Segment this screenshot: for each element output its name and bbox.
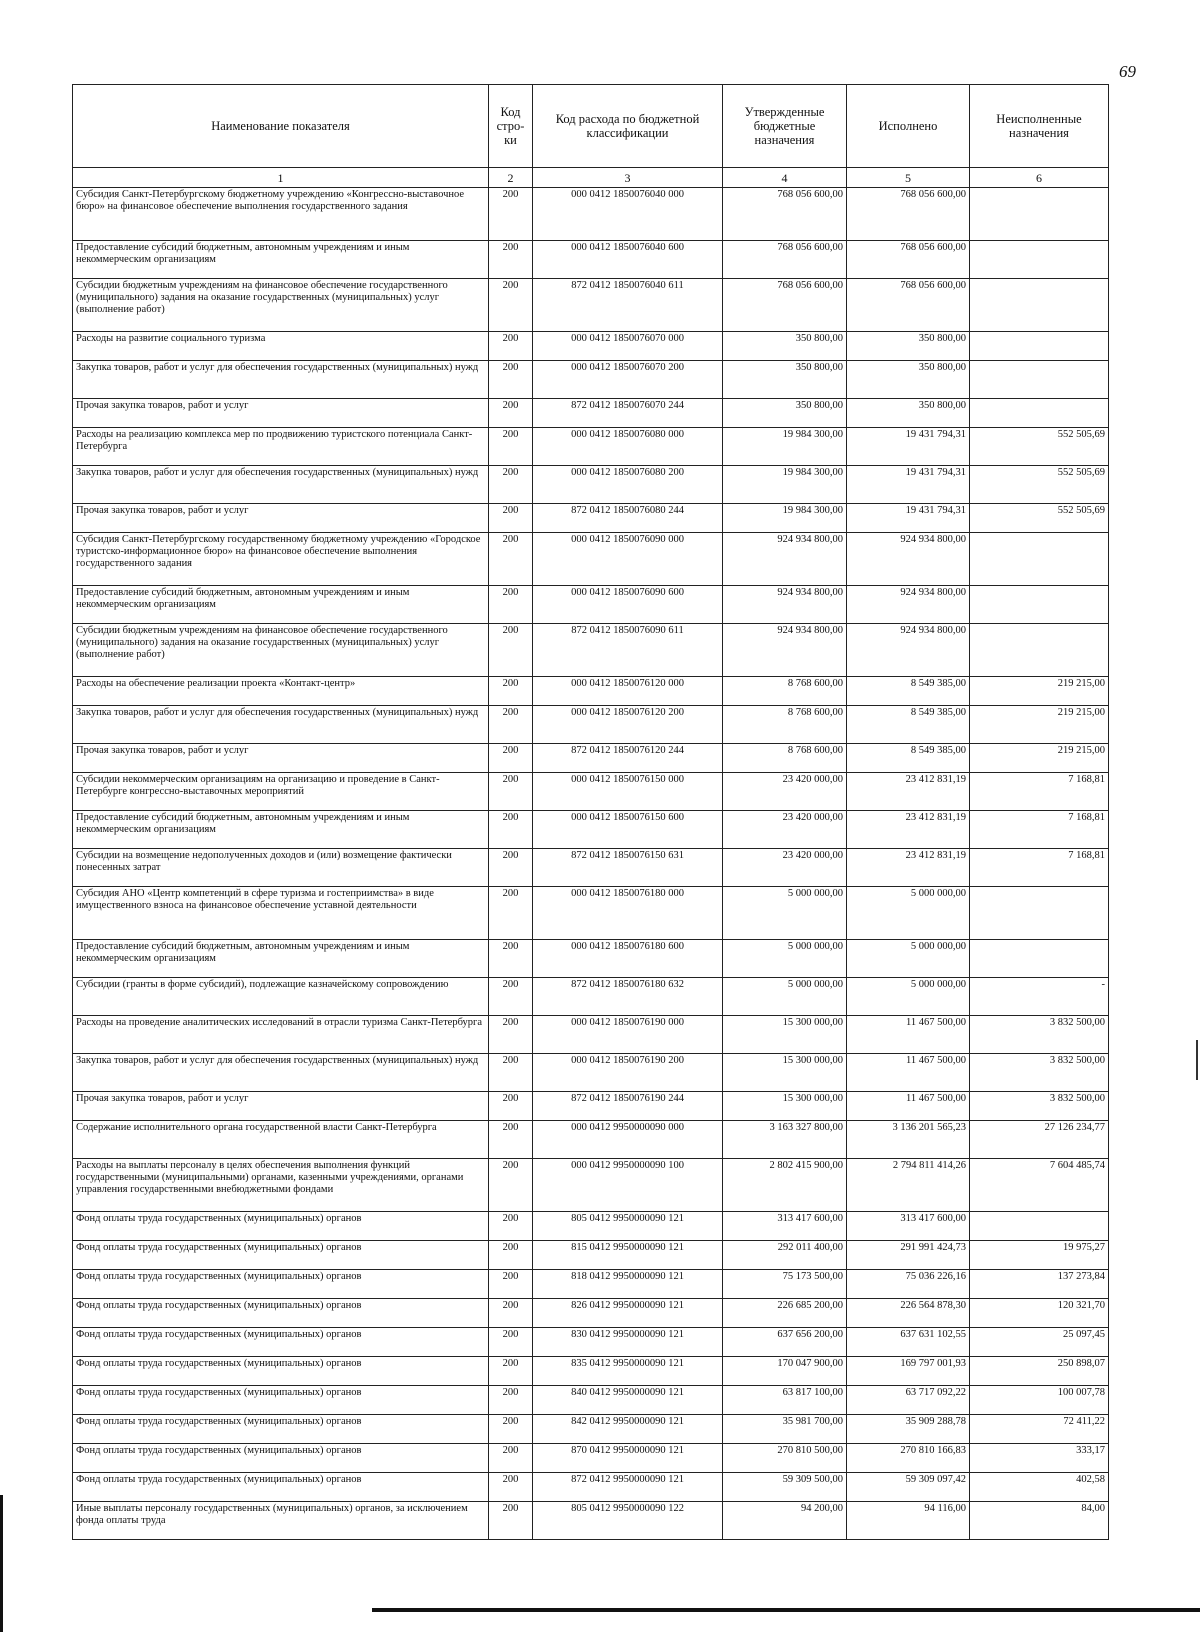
row-unexecuted <box>970 533 1109 586</box>
row-name: Фонд оплаты труда государственных (муниципальных) органов <box>73 1386 489 1415</box>
row-classification-code: 000 0412 1850076080 000 <box>533 428 723 466</box>
row-name: Субсидия АНО «Центр компетенций в сфере туризма и гостеприимства» в виде имущественного взноса на финансовое обеспечение уставной деятельности <box>73 887 489 940</box>
table-row <box>73 188 1109 241</box>
row-approved: 15 300 000,00 <box>723 1092 847 1121</box>
row-executed: 3 136 201 565,23 <box>847 1121 970 1159</box>
row-unexecuted: 402,58 <box>970 1473 1109 1502</box>
row-approved: 8 768 600,00 <box>723 744 847 773</box>
row-approved: 23 420 000,00 <box>723 773 847 811</box>
row-unexecuted: 84,00 <box>970 1502 1109 1540</box>
table-row <box>73 1212 1109 1241</box>
row-approved: 75 173 500,00 <box>723 1270 847 1299</box>
row-approved: 5 000 000,00 <box>723 887 847 940</box>
row-executed: 11 467 500,00 <box>847 1016 970 1054</box>
row-executed: 23 412 831,19 <box>847 849 970 887</box>
row-classification-code: 815 0412 9950000090 121 <box>533 1241 723 1270</box>
row-name: Фонд оплаты труда государственных (муниципальных) органов <box>73 1212 489 1241</box>
row-approved: 768 056 600,00 <box>723 279 847 332</box>
row-classification-code: 872 0412 1850076080 244 <box>533 504 723 533</box>
row-executed: 11 467 500,00 <box>847 1092 970 1121</box>
row-line-code: 200 <box>489 1328 533 1357</box>
row-approved: 19 984 300,00 <box>723 504 847 533</box>
row-executed: 8 549 385,00 <box>847 677 970 706</box>
row-executed: 924 934 800,00 <box>847 624 970 677</box>
table-row <box>73 1092 1109 1121</box>
table-row <box>73 1415 1109 1444</box>
row-line-code: 200 <box>489 1159 533 1212</box>
row-classification-code: 000 0412 1850076150 000 <box>533 773 723 811</box>
row-unexecuted <box>970 1212 1109 1241</box>
row-classification-code: 835 0412 9950000090 121 <box>533 1357 723 1386</box>
row-unexecuted: 25 097,45 <box>970 1328 1109 1357</box>
row-executed: 23 412 831,19 <box>847 773 970 811</box>
row-name: Фонд оплаты труда государственных (муниципальных) органов <box>73 1357 489 1386</box>
column-number: 6 <box>970 168 1109 188</box>
row-unexecuted <box>970 887 1109 940</box>
table-row <box>73 811 1109 849</box>
table-row <box>73 1054 1109 1092</box>
row-line-code: 200 <box>489 586 533 624</box>
row-approved: 15 300 000,00 <box>723 1054 847 1092</box>
scan-bottom-line <box>372 1608 1200 1612</box>
row-executed: 350 800,00 <box>847 332 970 361</box>
row-line-code: 200 <box>489 428 533 466</box>
table-row <box>73 361 1109 399</box>
table-row <box>73 940 1109 978</box>
row-classification-code: 000 0412 1850076190 200 <box>533 1054 723 1092</box>
row-approved: 59 309 500,00 <box>723 1473 847 1502</box>
table-row <box>73 1357 1109 1386</box>
row-executed: 270 810 166,83 <box>847 1444 970 1473</box>
column-number: 5 <box>847 168 970 188</box>
row-line-code: 200 <box>489 978 533 1016</box>
row-approved: 350 800,00 <box>723 399 847 428</box>
header-approved: Утвержденные бюджетные назначения <box>723 85 847 168</box>
row-unexecuted: 333,17 <box>970 1444 1109 1473</box>
table-row <box>73 1159 1109 1212</box>
row-name: Закупка товаров, работ и услуг для обеспечения государственных (муниципальных) нужд <box>73 466 489 504</box>
row-executed: 350 800,00 <box>847 399 970 428</box>
row-approved: 94 200,00 <box>723 1502 847 1540</box>
table-row <box>73 887 1109 940</box>
row-line-code: 200 <box>489 1357 533 1386</box>
row-line-code: 200 <box>489 677 533 706</box>
row-executed: 19 431 794,31 <box>847 466 970 504</box>
row-name: Фонд оплаты труда государственных (муниципальных) органов <box>73 1444 489 1473</box>
row-approved: 768 056 600,00 <box>723 241 847 279</box>
row-line-code: 200 <box>489 1121 533 1159</box>
row-name: Расходы на выплаты персоналу в целях обеспечения выполнения функций государственными (муниципальными) органами, казенными учреждениями, органами управления государственными внебюджетными фондами <box>73 1159 489 1212</box>
row-executed: 169 797 001,93 <box>847 1357 970 1386</box>
row-name: Субсидии бюджетным учреждениям на финансовое обеспечение государственного (муниципального) задания на оказание государственных (муниципальных) услуг (выполнение работ) <box>73 624 489 677</box>
table-row <box>73 1270 1109 1299</box>
table-row <box>73 279 1109 332</box>
table-row <box>73 466 1109 504</box>
row-unexecuted <box>970 241 1109 279</box>
table-body <box>73 188 1109 1540</box>
row-name: Субсидии (гранты в форме субсидий), подлежащие казначейскому сопровождению <box>73 978 489 1016</box>
row-line-code: 200 <box>489 887 533 940</box>
row-name: Прочая закупка товаров, работ и услуг <box>73 744 489 773</box>
row-unexecuted: 137 273,84 <box>970 1270 1109 1299</box>
row-unexecuted: 552 505,69 <box>970 428 1109 466</box>
row-executed: 637 631 102,55 <box>847 1328 970 1357</box>
row-classification-code: 872 0412 1850076090 611 <box>533 624 723 677</box>
row-name: Закупка товаров, работ и услуг для обеспечения государственных (муниципальных) нужд <box>73 361 489 399</box>
row-name: Прочая закупка товаров, работ и услуг <box>73 399 489 428</box>
table-row <box>73 1299 1109 1328</box>
table-row <box>73 428 1109 466</box>
row-line-code: 200 <box>489 361 533 399</box>
row-unexecuted <box>970 279 1109 332</box>
row-unexecuted <box>970 361 1109 399</box>
row-unexecuted <box>970 940 1109 978</box>
header-executed: Исполнено <box>847 85 970 168</box>
row-approved: 292 011 400,00 <box>723 1241 847 1270</box>
table-row <box>73 1016 1109 1054</box>
row-line-code: 200 <box>489 1054 533 1092</box>
row-line-code: 200 <box>489 1415 533 1444</box>
row-line-code: 200 <box>489 1299 533 1328</box>
row-line-code: 200 <box>489 1241 533 1270</box>
row-approved: 350 800,00 <box>723 332 847 361</box>
row-name: Фонд оплаты труда государственных (муниципальных) органов <box>73 1473 489 1502</box>
row-classification-code: 000 0412 1850076090 600 <box>533 586 723 624</box>
row-line-code: 200 <box>489 1386 533 1415</box>
row-executed: 2 794 811 414,26 <box>847 1159 970 1212</box>
row-approved: 313 417 600,00 <box>723 1212 847 1241</box>
column-number-row <box>73 168 1109 188</box>
row-name: Расходы на обеспечение реализации проекта «Контакт-центр» <box>73 677 489 706</box>
row-classification-code: 000 0412 9950000090 000 <box>533 1121 723 1159</box>
row-unexecuted: 3 832 500,00 <box>970 1054 1109 1092</box>
row-classification-code: 872 0412 1850076150 631 <box>533 849 723 887</box>
table-row <box>73 744 1109 773</box>
row-classification-code: 000 0412 1850076070 200 <box>533 361 723 399</box>
row-name: Фонд оплаты труда государственных (муниципальных) органов <box>73 1328 489 1357</box>
row-executed: 19 431 794,31 <box>847 504 970 533</box>
row-name: Расходы на реализацию комплекса мер по продвижению туристского потенциала Санкт-Петербурга <box>73 428 489 466</box>
row-name: Иные выплаты персоналу государственных (муниципальных) органов, за исключением фонда оплаты труда <box>73 1502 489 1540</box>
row-line-code: 200 <box>489 279 533 332</box>
table-row <box>73 706 1109 744</box>
table-row <box>73 1444 1109 1473</box>
column-number: 4 <box>723 168 847 188</box>
row-line-code: 200 <box>489 241 533 279</box>
row-classification-code: 818 0412 9950000090 121 <box>533 1270 723 1299</box>
table-row <box>73 1386 1109 1415</box>
row-name: Фонд оплаты труда государственных (муниципальных) органов <box>73 1415 489 1444</box>
header-name: Наименование показателя <box>73 85 489 168</box>
page-number: 69 <box>1119 62 1136 81</box>
row-classification-code: 000 0412 9950000090 100 <box>533 1159 723 1212</box>
row-unexecuted: 219 215,00 <box>970 677 1109 706</box>
row-approved: 15 300 000,00 <box>723 1016 847 1054</box>
column-number: 1 <box>73 168 489 188</box>
row-line-code: 200 <box>489 466 533 504</box>
header-unexecuted: Неисполненные назначения <box>970 85 1109 168</box>
row-name: Субсидия Санкт-Петербургскому государственному бюджетному учреждению «Городское туристско-информационное бюро» на финансовое обеспечение выполнения государственного задания <box>73 533 489 586</box>
row-approved: 19 984 300,00 <box>723 466 847 504</box>
row-unexecuted: 7 168,81 <box>970 849 1109 887</box>
row-line-code: 200 <box>489 744 533 773</box>
row-approved: 5 000 000,00 <box>723 940 847 978</box>
row-unexecuted: 7 168,81 <box>970 773 1109 811</box>
row-classification-code: 872 0412 1850076040 611 <box>533 279 723 332</box>
row-name: Субсидии на возмещение недополученных доходов и (или) возмещение фактически понесенных затрат <box>73 849 489 887</box>
row-executed: 768 056 600,00 <box>847 241 970 279</box>
row-approved: 170 047 900,00 <box>723 1357 847 1386</box>
row-approved: 2 802 415 900,00 <box>723 1159 847 1212</box>
row-approved: 924 934 800,00 <box>723 533 847 586</box>
row-line-code: 200 <box>489 1016 533 1054</box>
row-approved: 226 685 200,00 <box>723 1299 847 1328</box>
row-executed: 768 056 600,00 <box>847 188 970 241</box>
table-row <box>73 332 1109 361</box>
row-classification-code: 000 0412 1850076120 200 <box>533 706 723 744</box>
row-classification-code: 870 0412 9950000090 121 <box>533 1444 723 1473</box>
row-name: Прочая закупка товаров, работ и услуг <box>73 1092 489 1121</box>
row-approved: 350 800,00 <box>723 361 847 399</box>
row-classification-code: 830 0412 9950000090 121 <box>533 1328 723 1357</box>
column-number: 3 <box>533 168 723 188</box>
row-executed: 5 000 000,00 <box>847 978 970 1016</box>
row-name: Предоставление субсидий бюджетным, автономным учреждениям и иным некоммерческим организациям <box>73 586 489 624</box>
row-line-code: 200 <box>489 773 533 811</box>
row-classification-code: 000 0412 1850076090 000 <box>533 533 723 586</box>
row-name: Предоставление субсидий бюджетным, автономным учреждениям и иным некоммерческим организациям <box>73 241 489 279</box>
row-approved: 23 420 000,00 <box>723 811 847 849</box>
row-unexecuted <box>970 624 1109 677</box>
row-unexecuted <box>970 332 1109 361</box>
row-name: Субсидии некоммерческим организациям на организацию и проведение в Санкт-Петербурге конгрессно-выставочных мероприятий <box>73 773 489 811</box>
scan-edge-mark <box>0 1495 3 1632</box>
table-row <box>73 849 1109 887</box>
row-executed: 35 909 288,78 <box>847 1415 970 1444</box>
row-executed: 768 056 600,00 <box>847 279 970 332</box>
row-unexecuted: 219 215,00 <box>970 744 1109 773</box>
row-name: Закупка товаров, работ и услуг для обеспечения государственных (муниципальных) нужд <box>73 706 489 744</box>
budget-execution-table <box>72 84 1109 1540</box>
row-unexecuted: 3 832 500,00 <box>970 1092 1109 1121</box>
row-classification-code: 000 0412 1850076180 600 <box>533 940 723 978</box>
row-line-code: 200 <box>489 1502 533 1540</box>
row-classification-code: 805 0412 9950000090 122 <box>533 1502 723 1540</box>
row-executed: 19 431 794,31 <box>847 428 970 466</box>
row-unexecuted: 3 832 500,00 <box>970 1016 1109 1054</box>
row-executed: 59 309 097,42 <box>847 1473 970 1502</box>
row-executed: 5 000 000,00 <box>847 887 970 940</box>
row-executed: 313 417 600,00 <box>847 1212 970 1241</box>
row-approved: 5 000 000,00 <box>723 978 847 1016</box>
row-line-code: 200 <box>489 849 533 887</box>
row-classification-code: 872 0412 1850076180 632 <box>533 978 723 1016</box>
row-approved: 8 768 600,00 <box>723 677 847 706</box>
row-approved: 768 056 600,00 <box>723 188 847 241</box>
row-approved: 924 934 800,00 <box>723 586 847 624</box>
row-classification-code: 805 0412 9950000090 121 <box>533 1212 723 1241</box>
row-unexecuted: 120 321,70 <box>970 1299 1109 1328</box>
row-line-code: 200 <box>489 1270 533 1299</box>
row-classification-code: 000 0412 1850076180 000 <box>533 887 723 940</box>
row-name: Субсидии бюджетным учреждениям на финансовое обеспечение государственного (муниципального) задания на оказание государственных (муниципальных) услуг (выполнение работ) <box>73 279 489 332</box>
header-classification-code: Код расхода по бюджетной классификации <box>533 85 723 168</box>
table-row <box>73 533 1109 586</box>
row-unexecuted: 7 604 485,74 <box>970 1159 1109 1212</box>
table-row <box>73 677 1109 706</box>
row-approved: 23 420 000,00 <box>723 849 847 887</box>
row-approved: 637 656 200,00 <box>723 1328 847 1357</box>
row-unexecuted <box>970 586 1109 624</box>
row-classification-code: 872 0412 1850076120 244 <box>533 744 723 773</box>
row-approved: 3 163 327 800,00 <box>723 1121 847 1159</box>
row-unexecuted: 27 126 234,77 <box>970 1121 1109 1159</box>
table-row <box>73 504 1109 533</box>
header-row <box>73 85 1109 168</box>
row-line-code: 200 <box>489 1444 533 1473</box>
row-approved: 19 984 300,00 <box>723 428 847 466</box>
row-classification-code: 872 0412 9950000090 121 <box>533 1473 723 1502</box>
row-classification-code: 872 0412 1850076190 244 <box>533 1092 723 1121</box>
table-row <box>73 1241 1109 1270</box>
table-row <box>73 241 1109 279</box>
row-name: Закупка товаров, работ и услуг для обеспечения государственных (муниципальных) нужд <box>73 1054 489 1092</box>
row-line-code: 200 <box>489 1212 533 1241</box>
row-executed: 8 549 385,00 <box>847 706 970 744</box>
row-executed: 8 549 385,00 <box>847 744 970 773</box>
row-unexecuted <box>970 188 1109 241</box>
table-row <box>73 978 1109 1016</box>
row-name: Содержание исполнительного органа государственной власти Санкт-Петербурга <box>73 1121 489 1159</box>
row-unexecuted: 219 215,00 <box>970 706 1109 744</box>
row-name: Расходы на проведение аналитических исследований в отрасли туризма Санкт-Петербурга <box>73 1016 489 1054</box>
table-row <box>73 399 1109 428</box>
table-row <box>73 1502 1109 1540</box>
row-line-code: 200 <box>489 706 533 744</box>
column-number: 2 <box>489 168 533 188</box>
row-name: Расходы на развитие социального туризма <box>73 332 489 361</box>
header-line-code: Код стро-ки <box>489 85 533 168</box>
row-classification-code: 000 0412 1850076080 200 <box>533 466 723 504</box>
row-unexecuted: 100 007,78 <box>970 1386 1109 1415</box>
row-executed: 75 036 226,16 <box>847 1270 970 1299</box>
row-classification-code: 000 0412 1850076190 000 <box>533 1016 723 1054</box>
row-executed: 11 467 500,00 <box>847 1054 970 1092</box>
row-unexecuted: 552 505,69 <box>970 504 1109 533</box>
row-line-code: 200 <box>489 332 533 361</box>
row-line-code: 200 <box>489 1473 533 1502</box>
row-approved: 63 817 100,00 <box>723 1386 847 1415</box>
table-row <box>73 1121 1109 1159</box>
row-classification-code: 000 0412 1850076040 600 <box>533 241 723 279</box>
row-line-code: 200 <box>489 624 533 677</box>
table-row <box>73 624 1109 677</box>
row-classification-code: 000 0412 1850076040 000 <box>533 188 723 241</box>
row-approved: 270 810 500,00 <box>723 1444 847 1473</box>
row-line-code: 200 <box>489 1092 533 1121</box>
row-classification-code: 826 0412 9950000090 121 <box>533 1299 723 1328</box>
row-unexecuted <box>970 399 1109 428</box>
row-line-code: 200 <box>489 504 533 533</box>
row-classification-code: 872 0412 1850076070 244 <box>533 399 723 428</box>
row-unexecuted: 7 168,81 <box>970 811 1109 849</box>
row-executed: 226 564 878,30 <box>847 1299 970 1328</box>
row-executed: 924 934 800,00 <box>847 533 970 586</box>
scan-edge-mark <box>1196 1040 1198 1080</box>
row-name: Фонд оплаты труда государственных (муниципальных) органов <box>73 1270 489 1299</box>
row-executed: 924 934 800,00 <box>847 586 970 624</box>
row-name: Фонд оплаты труда государственных (муниципальных) органов <box>73 1241 489 1270</box>
row-line-code: 200 <box>489 533 533 586</box>
row-executed: 63 717 092,22 <box>847 1386 970 1415</box>
row-line-code: 200 <box>489 811 533 849</box>
row-line-code: 200 <box>489 399 533 428</box>
row-approved: 924 934 800,00 <box>723 624 847 677</box>
row-classification-code: 000 0412 1850076150 600 <box>533 811 723 849</box>
row-classification-code: 000 0412 1850076120 000 <box>533 677 723 706</box>
row-approved: 8 768 600,00 <box>723 706 847 744</box>
row-classification-code: 000 0412 1850076070 000 <box>533 332 723 361</box>
row-name: Предоставление субсидий бюджетным, автономным учреждениям и иным некоммерческим организациям <box>73 811 489 849</box>
row-executed: 350 800,00 <box>847 361 970 399</box>
row-approved: 35 981 700,00 <box>723 1415 847 1444</box>
row-name: Прочая закупка товаров, работ и услуг <box>73 504 489 533</box>
row-unexecuted: 72 411,22 <box>970 1415 1109 1444</box>
row-unexecuted: 19 975,27 <box>970 1241 1109 1270</box>
row-classification-code: 842 0412 9950000090 121 <box>533 1415 723 1444</box>
row-unexecuted: 250 898,07 <box>970 1357 1109 1386</box>
row-name: Фонд оплаты труда государственных (муниципальных) органов <box>73 1299 489 1328</box>
row-line-code: 200 <box>489 940 533 978</box>
row-name: Субсидия Санкт-Петербургскому бюджетному учреждению «Конгрессно-выставочное бюро» на финансовое обеспечение выполнения государственного задания <box>73 188 489 241</box>
row-executed: 5 000 000,00 <box>847 940 970 978</box>
row-executed: 291 991 424,73 <box>847 1241 970 1270</box>
table-row <box>73 1328 1109 1357</box>
row-unexecuted: - <box>970 978 1109 1016</box>
table-row <box>73 773 1109 811</box>
row-executed: 94 116,00 <box>847 1502 970 1540</box>
row-name: Предоставление субсидий бюджетным, автономным учреждениям и иным некоммерческим организациям <box>73 940 489 978</box>
table-row <box>73 1473 1109 1502</box>
row-classification-code: 840 0412 9950000090 121 <box>533 1386 723 1415</box>
row-line-code: 200 <box>489 188 533 241</box>
row-unexecuted: 552 505,69 <box>970 466 1109 504</box>
table-row <box>73 586 1109 624</box>
row-executed: 23 412 831,19 <box>847 811 970 849</box>
